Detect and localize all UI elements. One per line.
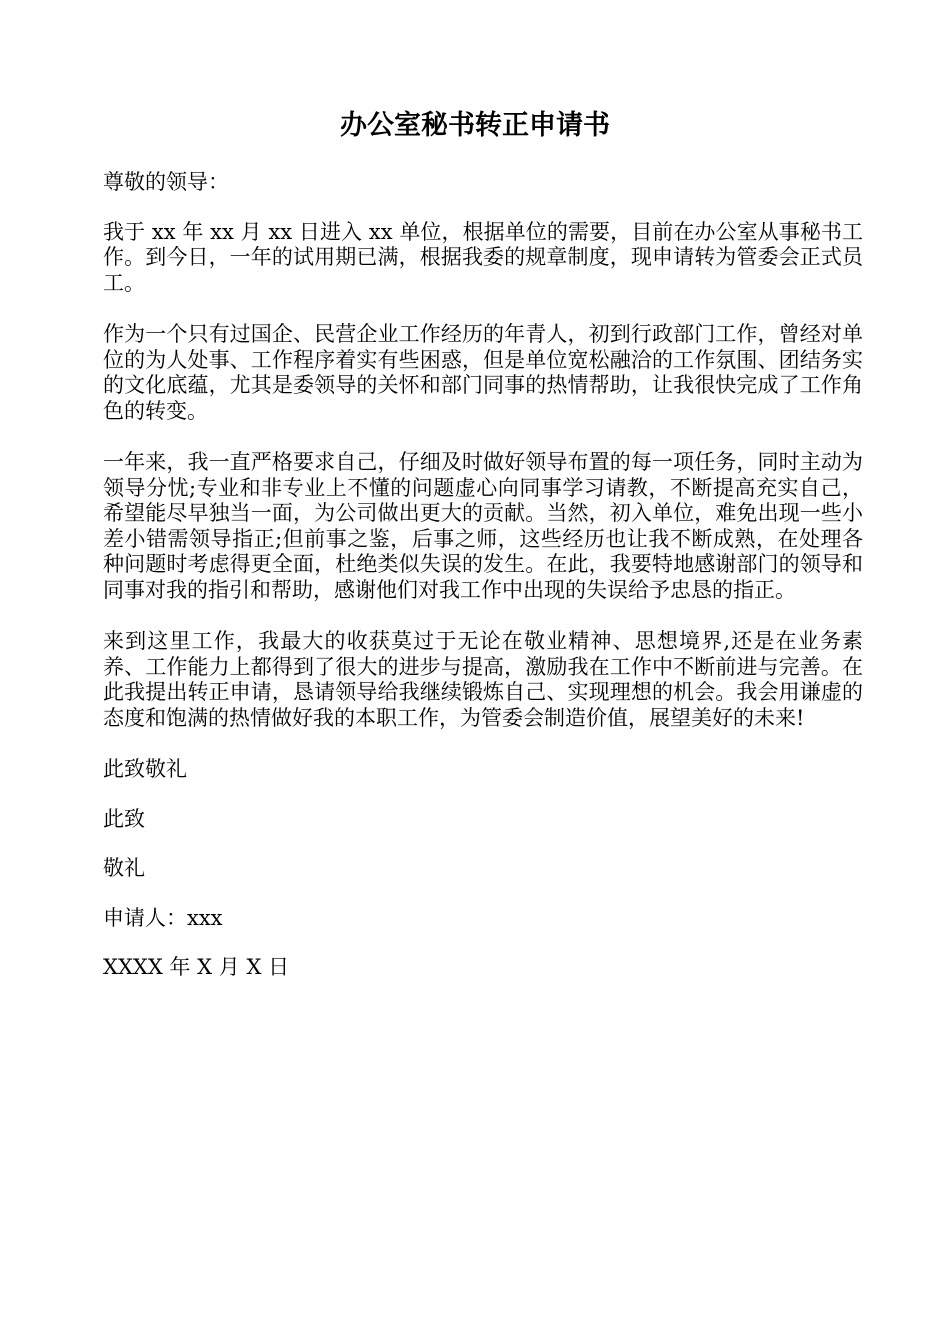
date-line: XXXX 年 X 月 X 日 (103, 955, 290, 979)
closing-line-1: 此致 (103, 806, 145, 831)
paragraph-2: 作为一个只有过国企、民营企业工作经历的年青人，初到行政部门工作，曾经对单位的为人处事、工作程序着实有些困惑，但是单位宽松融洽的工作氛围、团结务实的文化底蕴，尤其是委领导的关怀和部门同事的热情帮助，让我很快完成了工作角色的转变。 (103, 322, 863, 423)
paragraph-1: 我于 xx 年 xx 月 xx 日进入 xx 单位，根据单位的需要，目前在办公室从事秘书工作。到今日，一年的试用期已满，根据我委的规章制度，现申请转为管委会正式员工。 (103, 219, 863, 295)
applicant-signature: 申请人：xxx (103, 905, 223, 930)
paragraph-3: 一年来，我一直严格要求自己，仔细及时做好领导布置的每一项任务，同时主动为领导分忧;专业和非专业上不懂的问题虚心向同事学习请教，不断提高充实自己，希望能尽早独当一面，为公司做出更大的贡献。当然，初入单位，难免出现一些小差小错需领导指正;但前事之鉴，后事之师，这些经历也让我不断成熟，在处理各种问题时考虑得更全面，杜绝类似失误的发生。在此，我要特地感谢部门的领导和同事对我的指引和帮助，感谢他们对我工作中出现的失误给予忠恳的指正。 (103, 450, 863, 602)
paragraph-4: 来到这里工作，我最大的收获莫过于无论在敬业精神、思想境界,还是在业务素养、工作能力上都得到了很大的进步与提高，激励我在工作中不断前进与完善。在此我提出转正申请，恳请领导给我继续锻炼自己、实现理想的机会。我会用谦虚的态度和饱满的热情做好我的本职工作，为管委会制造价值，展望美好的未来! (103, 629, 863, 730)
document-title: 办公室秘书转正申请书 (340, 110, 610, 141)
closing-combined: 此致敬礼 (103, 757, 187, 781)
salutation: 尊敬的领导： (103, 170, 229, 194)
closing-line-2: 敬礼 (103, 856, 145, 880)
document-body (103, 170, 863, 1005)
